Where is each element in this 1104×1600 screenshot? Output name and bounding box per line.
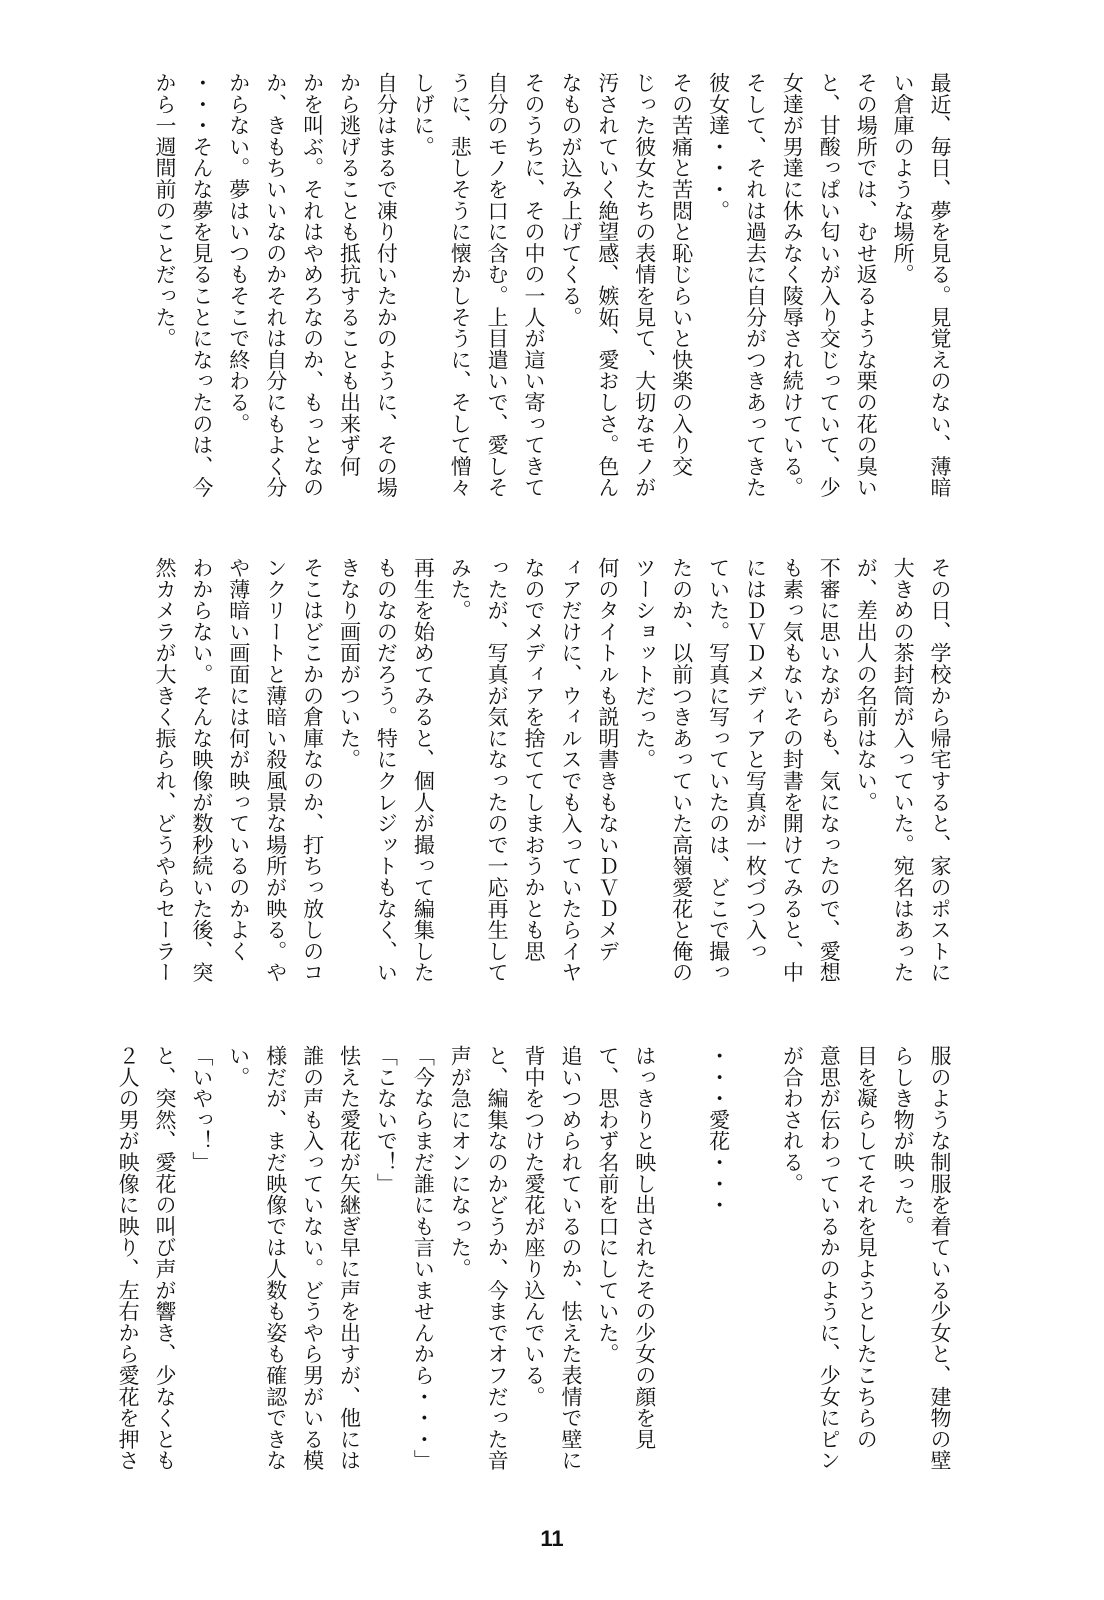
text-column: 服のような制服を着ている少女と、建物の壁 — [928, 1045, 952, 1471]
text-block-bottom — [98, 1045, 958, 1515]
text-column: か、きもちいいなのかそれは自分にもよく分 — [263, 72, 288, 498]
text-column: 「今ならまだ誰にも言いませんから・・・」 — [411, 1045, 436, 1471]
text-column: からない。夢はいつもそこで終わる。 — [226, 72, 251, 435]
text-column: 最近、毎日、夢を見る。見覚えのない、薄暗 — [928, 72, 952, 498]
text-column: しげに。 — [411, 72, 436, 158]
text-column: たのか、以前つきあっていた高嶺愛花と俺の — [669, 557, 694, 983]
text-column: から逃げることも抵抗することも出来ず何 — [337, 72, 362, 477]
text-column: や薄暗い画面には何が映っているのかよく — [226, 557, 251, 962]
text-column: も素っ気もないその封書を開けてみると、中 — [780, 557, 805, 983]
text-column: なものが込み上げてくる。 — [558, 72, 583, 328]
page-number: 11 — [540, 1526, 564, 1551]
text-column: 追いつめられているのか、怯えた表情で壁に — [558, 1045, 583, 1471]
text-column: ィアだけに、ウィルスでも入っていたらイヤ — [558, 557, 583, 983]
text-column: が合わされる。 — [780, 1045, 805, 1195]
text-column: その場所では、むせ返るような栗の花の臭い — [854, 72, 879, 498]
text-column: て、思わず名前を口にしていた。 — [595, 1045, 620, 1365]
text-column: わからない。そんな映像が数秒続いた後、突 — [189, 557, 214, 983]
text-column: 背中をつけた愛花が座り込んでいる。 — [522, 1045, 547, 1408]
text-column: その日、学校から帰宅すると、家のポストに — [928, 557, 952, 983]
text-column: い倉庫のような場所。 — [891, 72, 916, 285]
text-block-top — [98, 72, 958, 542]
text-column: 怯えた愛花が矢継ぎ早に声を出すが、他には — [337, 1045, 362, 1471]
text-column: 汚されていく絶望感、嫉妬、愛おしさ。色ん — [595, 72, 620, 498]
text-column: ２人の男が映像に映り、左右から愛花を押さ — [116, 1045, 141, 1471]
text-column: 目を凝らしてそれを見ようとしたこちらの — [854, 1045, 879, 1450]
text-column: じった彼女たちの表情を見て、大切なモノが — [632, 72, 657, 498]
text-column: が、差出人の名前はない。 — [854, 557, 879, 813]
text-column: と、甘酸っぱい匂いが入り交じっていて、少 — [817, 72, 842, 498]
text-column: と、編集なのかどうか、今までオフだった音 — [485, 1045, 510, 1471]
text-column: と、突然、愛花の叫び声が響き、少なくとも — [152, 1045, 177, 1471]
text-column: 様だが、まだ映像では人数も姿も確認できな — [263, 1045, 288, 1471]
text-column: らしき物が映った。 — [891, 1045, 916, 1237]
text-column: ・・・愛花・・・ — [706, 1045, 731, 1216]
text-column: 女達が男達に休みなく陵辱され続けている。 — [780, 72, 805, 498]
text-column: はっきりと映し出されたその少女の顔を見 — [632, 1045, 657, 1450]
text-column: から一週間前のことだった。 — [152, 72, 177, 349]
text-column: 「こないで！」 — [374, 1045, 399, 1195]
text-column: 何のタイトルも説明書きもないＤＶＤメデ — [595, 557, 620, 962]
text-column: その苦痛と苦悶と恥じらいと快楽の入り交 — [669, 72, 694, 477]
text-column: 自分はまるで凍り付いたかのように、その場 — [374, 72, 399, 498]
text-column: 然カメラが大きく振られ、どうやらセーラー — [152, 557, 177, 983]
text-column: ・・・そんな夢を見ることになったのは、今 — [189, 72, 214, 498]
text-column: 彼女達・・・。 — [706, 72, 731, 222]
text-column: ものなのだろう。特にクレジットもなく、い — [374, 557, 399, 983]
text-column: かを叫ぶ。それはやめろなのか、もっとなの — [300, 72, 325, 498]
text-column: 不審に思いながらも、気になったので、愛想 — [817, 557, 842, 983]
text-column: 「いやっ！」 — [189, 1045, 214, 1173]
text-column: ったが、写真が気になったので一応再生して — [485, 557, 510, 983]
text-column: そのうちに、その中の一人が這い寄ってきて — [522, 72, 547, 498]
text-column: 大きめの茶封筒が入っていた。宛名はあった — [891, 557, 916, 983]
text-column: ていた。写真に写っていたのは、どこで撮っ — [706, 557, 731, 983]
text-column — [663, 1045, 700, 1515]
text-column: 再生を始めてみると、個人が撮って編集した — [411, 557, 436, 983]
text-column: そこはどこかの倉庫なのか、打ちっ放しのコ — [300, 557, 325, 983]
text-column: そして、それは過去に自分がつきあってきた — [743, 72, 768, 498]
text-column: い。 — [226, 1045, 251, 1088]
text-column: ンクリートと薄暗い殺風景な場所が映る。や — [263, 557, 288, 983]
text-column: ツーショットだった。 — [632, 557, 657, 770]
text-column: 声が急にオンになった。 — [448, 1045, 473, 1280]
text-column: 誰の声も入っていない。どうやら男がいる模 — [300, 1045, 325, 1471]
text-column: 自分のモノを口に含む。上目遣いで、愛しそ — [485, 72, 510, 498]
text-column: なのでメディアを捨ててしまおうかとも思 — [522, 557, 547, 962]
text-column: うに、悲しそうに懐かしそうに、そして憎々 — [448, 72, 473, 498]
text-column: 意思が伝わっているかのように、少女にピン — [817, 1045, 842, 1471]
text-column: にはＤＶＤメディアと写真が一枚づつ入っ — [743, 557, 768, 962]
text-column: みた。 — [448, 557, 473, 621]
text-column: きなり画面がついた。 — [337, 557, 362, 770]
text-column — [737, 1045, 774, 1515]
text-block-middle — [98, 557, 958, 1027]
